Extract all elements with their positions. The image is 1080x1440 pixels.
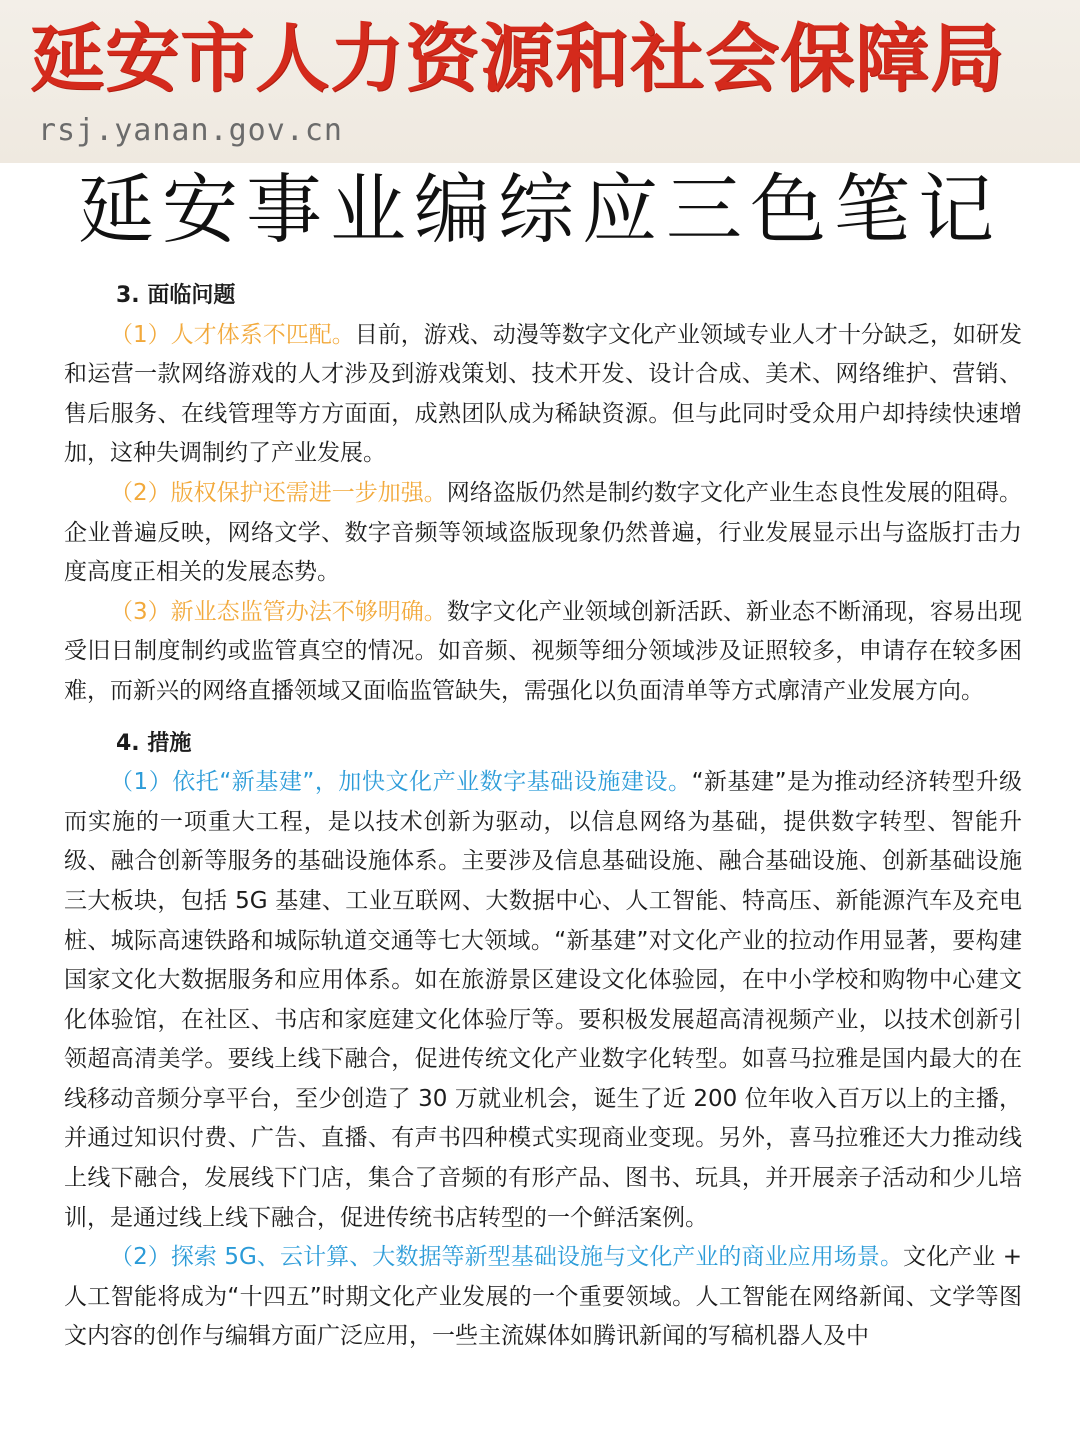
paragraph-text: 文化产业 + 人工智能将成为“十四五”时期文化产业发展的一个重要领域。人工智能在网络新闻、文学等图文内容的创作与编辑方面广泛应用，一些主流媒体如腾讯新闻的写稿机器人及中 [64,1244,1022,1350]
section-heading: 4. 措施 [116,730,192,756]
paragraph [64,474,1022,593]
paragraph-text: 数字文化产业领域创新活跃、新业态不断涌现，容易出现受旧日制度制约或监管真空的情况。如音频、视频等细分领域涉及证照较多，申请存在较多困难，而新兴的网络直播领域又面临监管缺失，需强化以负面清单等方式廓清产业发展方向。 [64,598,1023,704]
document-body [64,276,1022,1357]
highlight-lead: （3）新业态监管办法不够明确。 [110,598,447,625]
org-name: 延安市人力资源和社会保障局 [30,16,1005,102]
document-title: 延安事业编综应三色笔记 [78,165,1002,254]
section-heading: 3. 面临问题 [116,283,236,308]
paragraph [64,763,1022,1238]
paragraph-text: 网络盗版仍然是制约数字文化产业生态良性发展的阻碍。企业普遍反映，网络文学、数字音频等领域盗版现象仍然普遍，行业发展显示出与盗版打击力度高度正相关的发展态势。 [64,479,1023,586]
highlight-lead: （1）人才体系不匹配。 [110,321,355,348]
paragraph-text: 目前，游戏、动漫等数字文化产业领域专业人才十分缺乏，如研发和运营一款网络游戏的人才涉及到游戏策划、技术开发、设计合成、美术、网络维护、营销、售后服务、在线管理等方方面面，成熟团队成为稀缺资源。但与此同时受众用户却持续快速增加，这种失调制约了产业发展。 [64,321,1023,467]
header-banner [0,0,1080,163]
paragraph [64,316,1022,474]
paragraph-text: “新基建”是为推动经济转型升级而实施的一项重大工程，是以技术创新为驱动，以信息网络为基础，提供数字转型、智能升级、融合创新等服务的基础设施体系。主要涉及信息基础设施、融合基础设施、创新基础设施三大板块，包括 5G 基建、工业互联网、大数据中心、人工智能、特高压、新能源汽车及充电桩、城际高速铁路和城际轨道交通等七大领域。“新基建”对文化产业的拉动作用显著，要构建国家文化大数据服务和应用体系。如在旅游景区建设文化体验园，在中小学校和购物中心建文化体验馆，在社区、书店和家庭建文化体验厅等。要积极发展超高清视频产业，以技术创新引领超高清美学。要线上线下融合，促进传统文化产业数字化转型。如喜马拉雅是国内最大的在线移动音频分享平台，至少创造了 30 万就业机会，诞生了近 200 位年收入百万以上的主播，并通过知识付费、广告、直播、有声书四种模式实现商业变现。另外，喜马拉雅还大力推动线上线下融合，发展线下门店，集合了音频的有形产品、图书、玩具，并开展亲子活动和少儿培训，是通过线上线下融合，促进传统书店转型的一个鲜活案例。 [64,769,1022,1231]
section-problems [64,276,1022,712]
paragraph [64,593,1022,712]
highlight-lead: （2）版权保护还需进一步加强。 [110,479,447,506]
site-url[interactable]: rsj.yanan.gov.cn [38,113,343,148]
section-spacer [64,712,1022,724]
highlight-lead: （2）探索 5G、云计算、大数据等新型基础设施与文化产业的商业应用场景。 [110,1244,904,1271]
paragraph [64,1238,1022,1357]
highlight-lead: （1）依托“新基建”，加快文化产业数字基础设施建设。 [110,769,692,796]
section-measures [64,724,1022,1358]
